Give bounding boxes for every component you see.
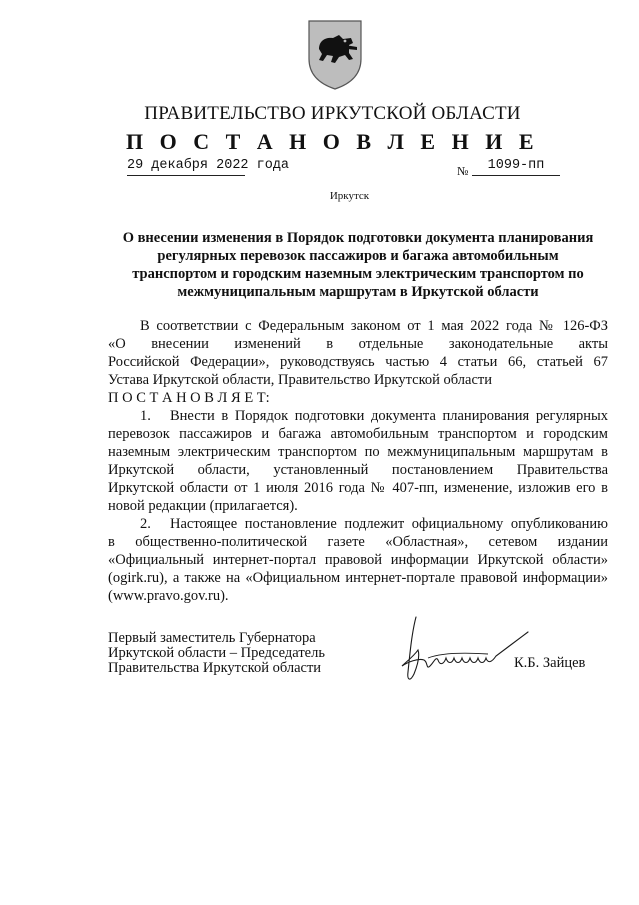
title-line: транспортом и городским наземным электрическим транспортом по	[132, 266, 584, 282]
document-body	[108, 317, 608, 605]
preamble-line: Российской Федерации», руководствуясь частью 4 статьи 66, статьей 67	[108, 354, 608, 370]
irkutsk-coat-of-arms-icon	[305, 17, 365, 91]
preamble-line: В соответствии с Федеральным законом от 1 мая 2022 года № 126-ФЗ	[140, 318, 608, 334]
document-date: 29 декабря 2022 года	[127, 158, 245, 176]
title-line: регулярных перевозок пассажиров и багажа автомобильным	[157, 248, 559, 264]
item-1-line: Иркутской области, установленный постановлением Правительства	[108, 462, 608, 478]
preamble-line: Устава Иркутской области, Правительство Иркутской области	[108, 372, 493, 388]
item-1-line: новой редакции (прилагается).	[108, 498, 298, 514]
document-title	[108, 229, 608, 301]
item-1-line: наземным электрическим транспортом по межмуниципальным маршрутам в	[108, 444, 608, 460]
preamble-line: «О внесении изменений в отдельные законодательные акты	[108, 336, 608, 352]
item-2-line: «Официальный интернет-портал правовой информации Иркутской области»	[108, 552, 608, 568]
item-2-line: (www.pravo.gov.ru).	[108, 588, 229, 604]
position-line: Первый заместитель Губернатора	[108, 630, 316, 646]
position-line: Правительства Иркутской области	[108, 660, 322, 676]
document-number: 1099-пп	[472, 158, 560, 176]
item-number: 1.	[140, 408, 151, 424]
item-1-line: Иркутской области от 1 июля 2016 года № 407-пп, изменение, изложив его в	[108, 480, 608, 496]
item-2-line: в общественно-политической газете «Областная», сетевом издании	[108, 534, 608, 550]
signatory-position	[108, 631, 325, 676]
government-name: ПРАВИТЕЛЬСТВО ИРКУТСКОЙ ОБЛАСТИ	[144, 103, 521, 124]
item-number: 2.	[140, 516, 151, 532]
item-2-line: 2. Настоящее постановление подлежит официальному опубликованию	[140, 516, 608, 532]
city-name: Иркутск	[329, 190, 370, 202]
item-1-line: перевозок пассажиров и багажа автомобильным транспортом и городским	[108, 426, 608, 442]
item-1-line: 1. Внести в Порядок подготовки документа планирования регулярных	[140, 408, 608, 424]
number-mark: №	[457, 164, 469, 178]
resolves-heading: П О С Т А Н О В Л Я Е Т:	[108, 390, 270, 406]
item-2-line: (ogirk.ru), а также на «Официальном интернет-портале правовой информации»	[108, 570, 608, 586]
document-type: П О С Т А Н О В Л Е Н И Е	[125, 129, 540, 154]
title-line: межмуниципальным маршрутам в Иркутской области	[177, 284, 539, 300]
title-line: О внесении изменения в Порядок подготовки документа планирования	[122, 230, 594, 246]
signatory-name: К.Б. Зайцев	[514, 655, 586, 671]
position-line: Иркутской области – Председатель	[108, 645, 325, 661]
handwritten-signature-icon	[388, 612, 538, 692]
